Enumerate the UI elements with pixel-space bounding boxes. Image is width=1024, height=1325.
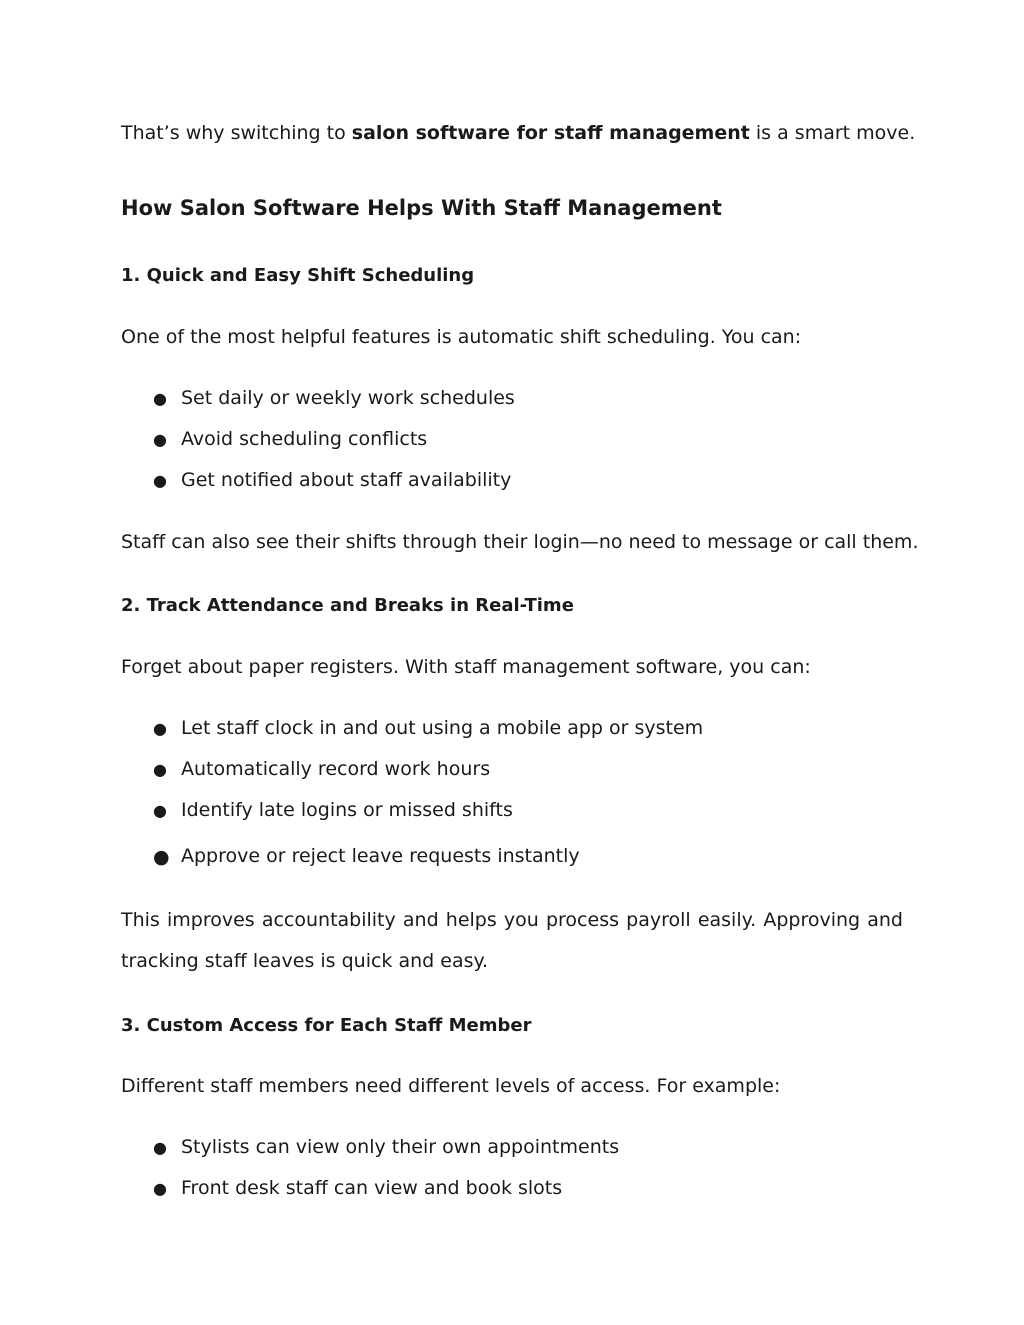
section-2-bullet-2: Automatically record work hours bbox=[181, 758, 491, 780]
intro-text-before: That’s why switching to bbox=[121, 122, 352, 144]
section-2-lead: Forget about paper registers. With staff management software, you can: bbox=[121, 656, 811, 678]
section-3-lead: Different staff members need different levels of access. For example: bbox=[121, 1075, 781, 1097]
section-1-bullet-2: Avoid scheduling conflicts bbox=[181, 428, 428, 450]
section-1-lead: One of the most helpful features is automatic shift scheduling. You can: bbox=[121, 326, 802, 348]
section-2-after-line-1: This improves accountability and helps you process payroll easily. Approving and bbox=[121, 909, 903, 931]
bullet-marker: ● bbox=[153, 719, 167, 738]
bullet-marker: ● bbox=[153, 471, 167, 490]
section-3-bullet-1: Stylists can view only their own appointments bbox=[181, 1136, 620, 1158]
section-2-after-line-2: tracking staff leaves is quick and easy. bbox=[121, 950, 489, 972]
bullet-marker: ● bbox=[153, 430, 167, 449]
intro-text-after: is a smart move. bbox=[749, 122, 916, 144]
section-2-bullet-3: Identify late logins or missed shifts bbox=[181, 799, 513, 821]
bullet-marker: ● bbox=[153, 1138, 167, 1157]
bullet-marker: ● bbox=[153, 1179, 167, 1198]
bullet-marker: ● bbox=[153, 801, 167, 820]
section-1-bullet-1: Set daily or weekly work schedules bbox=[181, 387, 515, 409]
section-3-bullet-2: Front desk staff can view and book slots bbox=[181, 1177, 563, 1199]
bullet-marker: ● bbox=[153, 389, 167, 408]
intro-text-bold: salon software for staff management bbox=[351, 122, 750, 144]
section-2-title: 2. Track Attendance and Breaks in Real-Time bbox=[121, 595, 574, 616]
section-heading: How Salon Software Helps With Staff Management bbox=[121, 196, 722, 220]
section-2-bullet-4: Approve or reject leave requests instantly bbox=[181, 845, 580, 867]
section-2-bullet-1: Let staff clock in and out using a mobile app or system bbox=[181, 717, 704, 739]
section-1-title: 1. Quick and Easy Shift Scheduling bbox=[121, 265, 475, 286]
bullet-marker: ● bbox=[153, 760, 167, 779]
section-1-after: Staff can also see their shifts through their login—no need to message or call them. bbox=[121, 531, 919, 553]
bullet-marker: ● bbox=[153, 846, 170, 868]
intro-paragraph bbox=[121, 121, 916, 145]
section-1-bullet-3: Get notified about staff availability bbox=[181, 469, 512, 491]
section-3-title: 3. Custom Access for Each Staff Member bbox=[121, 1015, 532, 1036]
